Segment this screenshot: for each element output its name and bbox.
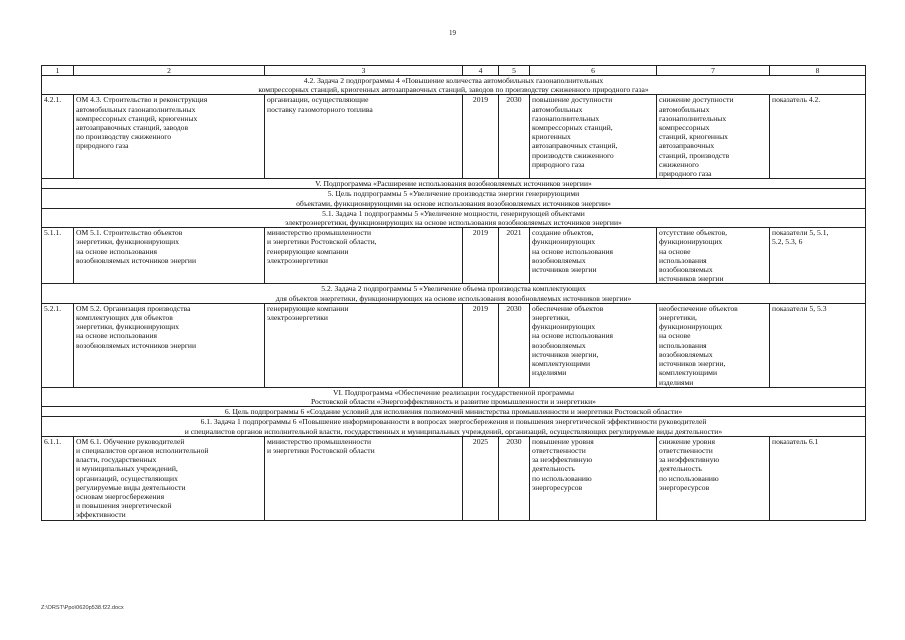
section-row	[42, 179, 866, 189]
table-row	[42, 303, 866, 387]
end-year: 2030	[499, 95, 530, 179]
table-row	[42, 436, 866, 520]
task-5-1-heading: 5.1. Задача 1 подпрограммы 5 «Увеличение мощности, генерирующей объектами электроэнергетики, функционирующих на основе использования возобновляемых источников энергии»	[42, 208, 866, 227]
section-row	[42, 387, 866, 406]
non-implementation-consequence: снижение уровня ответственности за неэффективную деятельность по использованию энергоресурсов	[657, 436, 770, 520]
start-year: 2019	[463, 95, 499, 179]
section-row	[42, 208, 866, 227]
task-4-2-heading: 4.2. Задача 2 подпрограммы 4 «Повышение количества автомобильных газонаполнительных компрессорных станций, криогенных автозаправочных станций, заводов по производству сжиженного природного газа»	[42, 76, 866, 95]
executor: организации, осуществляющие поставку газомоторного топлива	[265, 95, 463, 179]
table-row	[42, 95, 866, 179]
non-implementation-consequence: отсутствие объектов, функционирующих на основе использования возобновляемых источников энергии	[657, 228, 770, 284]
expected-result: повышение доступности автомобильных газонаполнительных компрессорных станций, криогенных автозаправочных станций, производств сжиженного природного газа	[530, 95, 657, 179]
column-number: 8	[770, 66, 866, 76]
measure-name: ОМ 6.1. Обучение руководителей и специалистов органов исполнительной власти, государственных и муниципальных учреждений, организаций, осуществляющих регулируемые виды деятельности основам энергосбережения и повышения энергетической эффективности	[74, 436, 265, 520]
column-number: 2	[74, 66, 265, 76]
executor: генерирующие компании электроэнергетики	[265, 303, 463, 387]
indicator-link: показатели 5, 5.1, 5.2, 5.3, 6	[770, 228, 866, 284]
goal-5-heading: 5. Цель подпрограммы 5 «Увеличение производства энергии генерирующими объектами, функционирующими на основе использования возобновляемых источников энергии»	[42, 189, 866, 208]
row-number: 6.1.1.	[42, 436, 74, 520]
column-number: 3	[265, 66, 463, 76]
column-number: 5	[499, 66, 530, 76]
column-number: 7	[657, 66, 770, 76]
start-year: 2025	[463, 436, 499, 520]
expected-result: создание объектов, функционирующих на основе использования возобновляемых источников энергии	[530, 228, 657, 284]
column-number: 4	[463, 66, 499, 76]
end-year: 2021	[499, 228, 530, 284]
end-year: 2030	[499, 436, 530, 520]
section-row	[42, 76, 866, 95]
non-implementation-consequence: снижение доступности автомобильных газонаполнительных компрессорных станций, криогенных автозаправочных станций, производств сжиженного природного газа	[657, 95, 770, 179]
non-implementation-consequence: необеспечение объектов энергетики, функционирующих на основе использования возобновляемых источников энергии, комплектующими изделиями	[657, 303, 770, 387]
file-path-footer: Z:\ORST\Ppo\0620p538.f22.docx	[41, 605, 124, 611]
expected-result: повышение уровня ответственности за неэффективную деятельность по использованию энергоресурсов	[530, 436, 657, 520]
measure-name: ОМ 5.2. Организация производства комплектующих для объектов энергетики, функционирующих на основе использования возобновляемых источников энергии	[74, 303, 265, 387]
expected-result: обеспечение объектов энергетики, функционирующих на основе использования возобновляемых источников энергии, комплектующими изделиями	[530, 303, 657, 387]
column-number-row	[42, 66, 866, 76]
subprogram-5-heading: V. Подпрограмма «Расширение использования возобновляемых источников энергии»	[42, 179, 866, 189]
task-6-1-heading: 6.1. Задача 1 подпрограммы 6 «Повышение информированности в вопросах энергосбережения и повышения энергетической эффективности руководителей и специалистов органов исполнительной власти, государственных и муниципальных учреждений, организаций, осуществляющих регулируемые виды деятельности»	[42, 417, 866, 436]
executor: министерство промышленности и энергетики Ростовской области	[265, 436, 463, 520]
section-row	[42, 407, 866, 417]
row-number: 5.1.1.	[42, 228, 74, 284]
task-5-2-heading: 5.2. Задача 2 подпрограммы 5 «Увеличение объема производства комплектующих для объектов энергетики, функционирующих на основе использования возобновляемых источников энергии»	[42, 284, 866, 303]
executor: министерство промышленности и энергетики Ростовской области, генерирующие компании электроэнергетики	[265, 228, 463, 284]
column-number: 1	[42, 66, 74, 76]
subprogram-6-heading: VI. Подпрограмма «Обеспечение реализации государственной программы Ростовской области «Энергоэффективность и развитие промышленности и энергетики»	[42, 387, 866, 406]
end-year: 2030	[499, 303, 530, 387]
start-year: 2019	[463, 303, 499, 387]
measures-table	[41, 65, 866, 521]
section-row	[42, 284, 866, 303]
section-row	[42, 417, 866, 436]
indicator-link: показатель 6.1	[770, 436, 866, 520]
page-number: 19	[449, 29, 456, 37]
row-number: 4.2.1.	[42, 95, 74, 179]
table-row	[42, 228, 866, 284]
section-row	[42, 189, 866, 208]
column-number: 6	[530, 66, 657, 76]
indicator-link: показатель 4.2.	[770, 95, 866, 179]
measure-name: ОМ 5.1. Строительство объектов энергетики, функционирующих на основе использования возобновляемых источников энергии	[74, 228, 265, 284]
start-year: 2019	[463, 228, 499, 284]
measure-name: ОМ 4.3. Строительство и реконструкция автомобильных газонаполнительных компрессорных станций, криогенных автозаправочных станций, заводов по производству сжиженного природного газа	[74, 95, 265, 179]
indicator-link: показатели 5, 5.3	[770, 303, 866, 387]
row-number: 5.2.1.	[42, 303, 74, 387]
goal-6-heading: 6. Цель подпрограммы 6 «Создание условий для исполнения полномочий министерства промышленности и энергетики Ростовской области»	[42, 407, 866, 417]
